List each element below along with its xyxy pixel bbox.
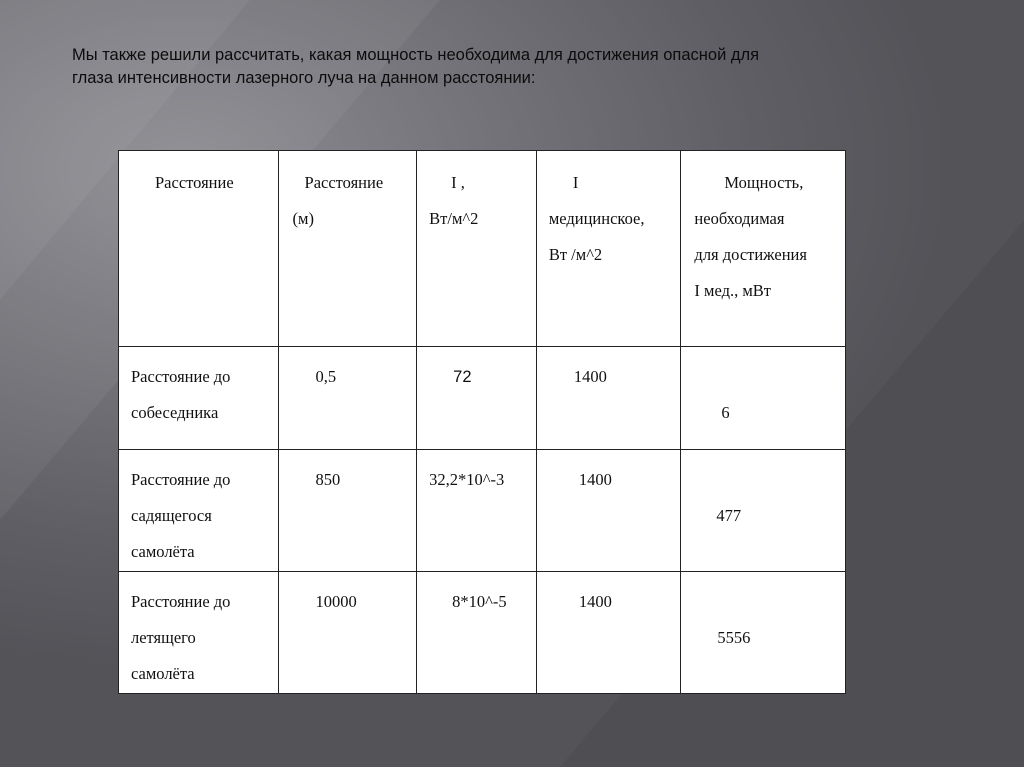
cell-text: 32,2*10^-3 xyxy=(429,470,505,489)
header-text: I мед., мВт xyxy=(694,281,772,300)
header-text: I , xyxy=(451,173,465,192)
header-cell-power xyxy=(681,151,846,347)
header-cell-distance-m xyxy=(278,151,417,347)
header-text: необходимая xyxy=(694,209,785,228)
header-text: Вт /м^2 xyxy=(548,245,603,264)
header-cell-medical-intensity xyxy=(536,151,681,347)
header-text: Расстояние xyxy=(304,173,384,192)
cell-text: собеседника xyxy=(131,403,219,422)
cell-text: 8*10^-5 xyxy=(452,592,507,611)
cell-text: 0,5 xyxy=(315,367,337,386)
cell-text: 1400 xyxy=(573,367,607,386)
cell-name xyxy=(119,450,279,572)
cell-medical xyxy=(536,572,681,694)
header-text: Мощность, xyxy=(724,173,804,192)
table-row xyxy=(119,450,846,572)
header-text: для достижения xyxy=(694,245,807,264)
header-text: медицинское, xyxy=(548,209,645,228)
cell-power xyxy=(681,347,846,450)
cell-distance xyxy=(278,450,417,572)
cell-medical xyxy=(536,347,681,450)
cell-medical xyxy=(536,450,681,572)
cell-text: 72 xyxy=(453,368,472,386)
cell-distance xyxy=(278,572,417,694)
intro-paragraph xyxy=(72,44,952,90)
cell-text: летящего xyxy=(131,628,196,647)
header-cell-distance-name xyxy=(119,151,279,347)
cell-text: 1400 xyxy=(578,470,612,489)
cell-text: Расстояние до xyxy=(131,367,231,386)
cell-text: Расстояние до xyxy=(131,470,231,489)
cell-text: 10000 xyxy=(315,592,357,611)
cell-text: 6 xyxy=(721,403,730,422)
table-row xyxy=(119,347,846,450)
cell-text: 5556 xyxy=(717,628,751,647)
laser-power-table xyxy=(118,150,846,694)
cell-name xyxy=(119,572,279,694)
table-header-row xyxy=(119,151,846,347)
header-text: I xyxy=(572,173,579,192)
header-cell-intensity xyxy=(417,151,537,347)
cell-text: самолёта xyxy=(131,664,195,683)
header-text: Расстояние xyxy=(155,173,234,192)
cell-power xyxy=(681,450,846,572)
intro-line-1: Мы также решили рассчитать, какая мощность необходима для достижения опасной для xyxy=(72,46,760,64)
table-row xyxy=(119,572,846,694)
header-text: Вт/м^2 xyxy=(429,209,479,228)
cell-intensity xyxy=(417,450,537,572)
header-text: (м) xyxy=(292,209,314,228)
cell-text: 850 xyxy=(315,470,341,489)
cell-text: самолёта xyxy=(131,542,195,561)
cell-text: садящегося xyxy=(131,506,212,525)
cell-text: 1400 xyxy=(578,592,612,611)
intro-line-2: глаза интенсивности лазерного луча на данном расстоянии: xyxy=(72,69,536,87)
cell-text: Расстояние до xyxy=(131,592,231,611)
cell-power xyxy=(681,572,846,694)
cell-intensity xyxy=(417,347,537,450)
cell-text: 477 xyxy=(716,506,742,525)
cell-name xyxy=(119,347,279,450)
cell-intensity xyxy=(417,572,537,694)
cell-distance xyxy=(278,347,417,450)
